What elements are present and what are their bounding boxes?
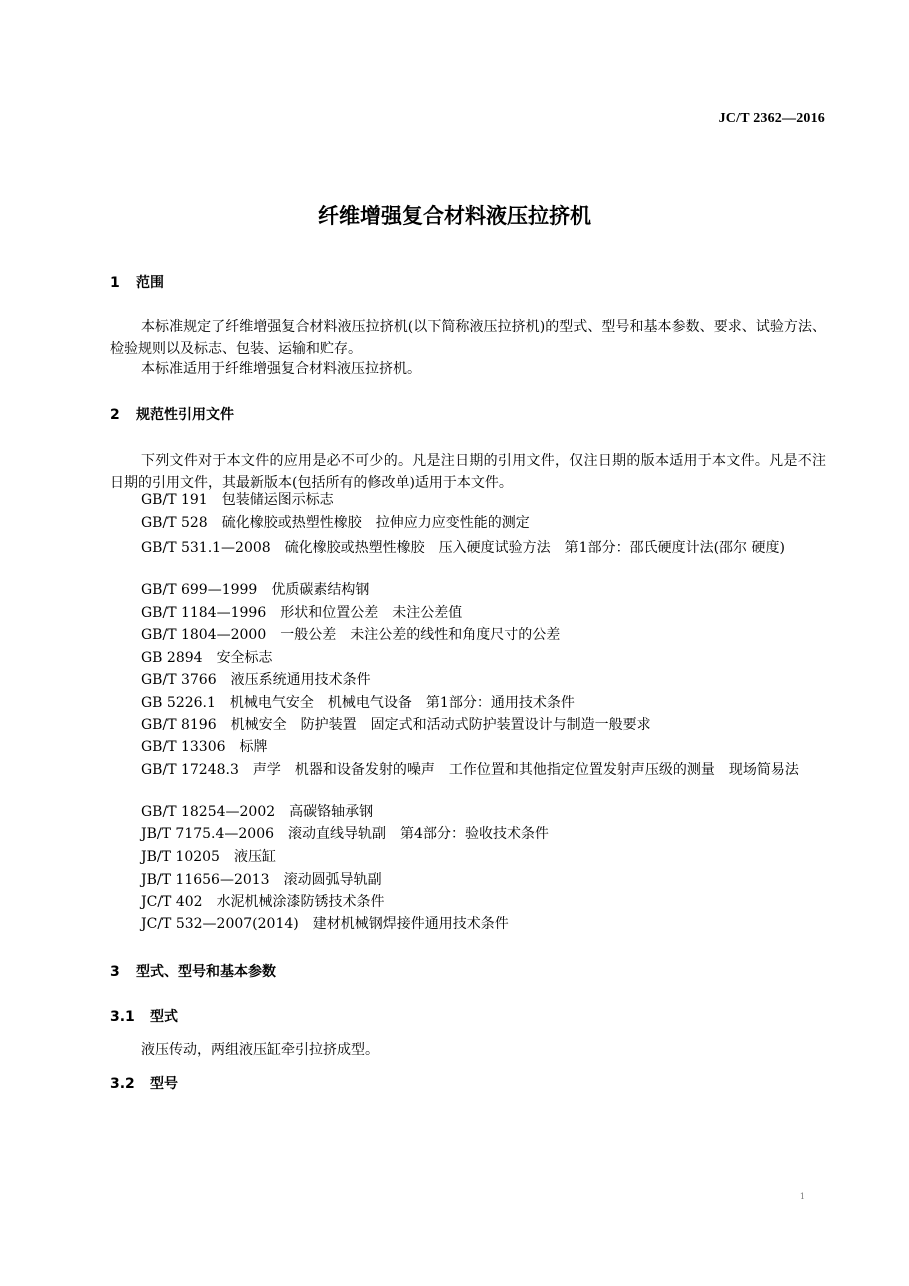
reference-item: GB/T 8196 机械安全 防护装置 固定式和活动式防护装置设计与制造一般要求 [141,717,651,733]
section-title: 型式 [150,1009,178,1025]
reference-item: GB/T 1184—1996 形状和位置公差 未注公差值 [141,605,463,621]
section-title: 范围 [136,275,164,291]
reference-item: GB 5226.1 机械电气安全 机械电气设备 第1部分：通用技术条件 [141,695,575,711]
section-number: 3.1 [110,1009,135,1025]
section-2-heading [110,404,234,424]
scope-paragraph-2: 本标准适用于纤维增强复合材料液压拉挤机。 [141,361,421,377]
reference-item: GB 2894 安全标志 [141,650,273,666]
section-3-2-heading [110,1073,178,1093]
reference-item: GB/T 699—1999 优质碳素结构钢 [141,582,370,598]
scope-paragraph-1: 本标准规定了纤维增强复合材料液压拉挤机(以下简称液压拉挤机)的型式、型号和基本参数、要求、试验方法、检验规则以及标志、包装、运输和贮存。 [110,319,826,357]
reference-item: GB/T 18254—2002 高碳铬轴承钢 [141,804,374,820]
reference-item: GB/T 528 硫化橡胶或热塑性橡胶 拉伸应力应变性能的测定 [141,515,530,531]
reference-item: GB/T 1804—2000 一般公差 未注公差的线性和角度尺寸的公差 [141,627,561,643]
reference-item: GB/T 191 包装储运图示标志 [141,492,334,508]
section-3-1-heading [110,1006,178,1026]
section-number: 1 [110,275,120,291]
standard-number: JC/T 2362—2016 [718,111,825,126]
section-number: 2 [110,407,120,423]
reference-item: GB/T 531.1—2008 硫化橡胶或热塑性橡胶 压入硬度试验方法 第1部分：邵氏硬度计法(邵尔 硬度) [141,540,785,556]
section-number: 3.2 [110,1076,135,1092]
reference-item: GB/T 3766 液压系统通用技术条件 [141,672,371,688]
section-1-heading [110,272,164,292]
reference-item: JC/T 402 水泥机械涂漆防锈技术条件 [141,894,385,910]
section-3-heading [110,961,276,981]
reference-item: JB/T 11656—2013 滚动圆弧导轨副 [141,872,382,888]
reference-item: GB/T 17248.3 声学 机器和设备发射的噪声 工作位置和其他指定位置发射声压级的测量 现场简易法 [141,762,799,778]
page-mark: 1 [799,1192,805,1201]
reference-item: JC/T 532—2007(2014) 建材机械钢焊接件通用技术条件 [141,916,509,932]
section-number: 3 [110,964,120,980]
document-title: 纤维增强复合材料液压拉挤机 [318,204,591,228]
section-title: 型号 [150,1076,178,1092]
section-title: 规范性引用文件 [136,407,234,423]
reference-item: JB/T 7175.4—2006 滚动直线导轨副 第4部分：验收技术条件 [141,826,549,842]
references-intro: 下列文件对于本文件的应用是必不可少的。凡是注日期的引用文件，仅注日期的版本适用于本文件。凡是不注日期的引用文件，其最新版本(包括所有的修改单)适用于本文件。 [110,453,826,491]
reference-item: JB/T 10205 液压缸 [141,849,276,865]
section-title: 型式、型号和基本参数 [136,964,276,980]
form-description: 液压传动，两组液压缸牵引拉挤成型。 [141,1042,379,1058]
reference-item: GB/T 13306 标牌 [141,739,268,755]
